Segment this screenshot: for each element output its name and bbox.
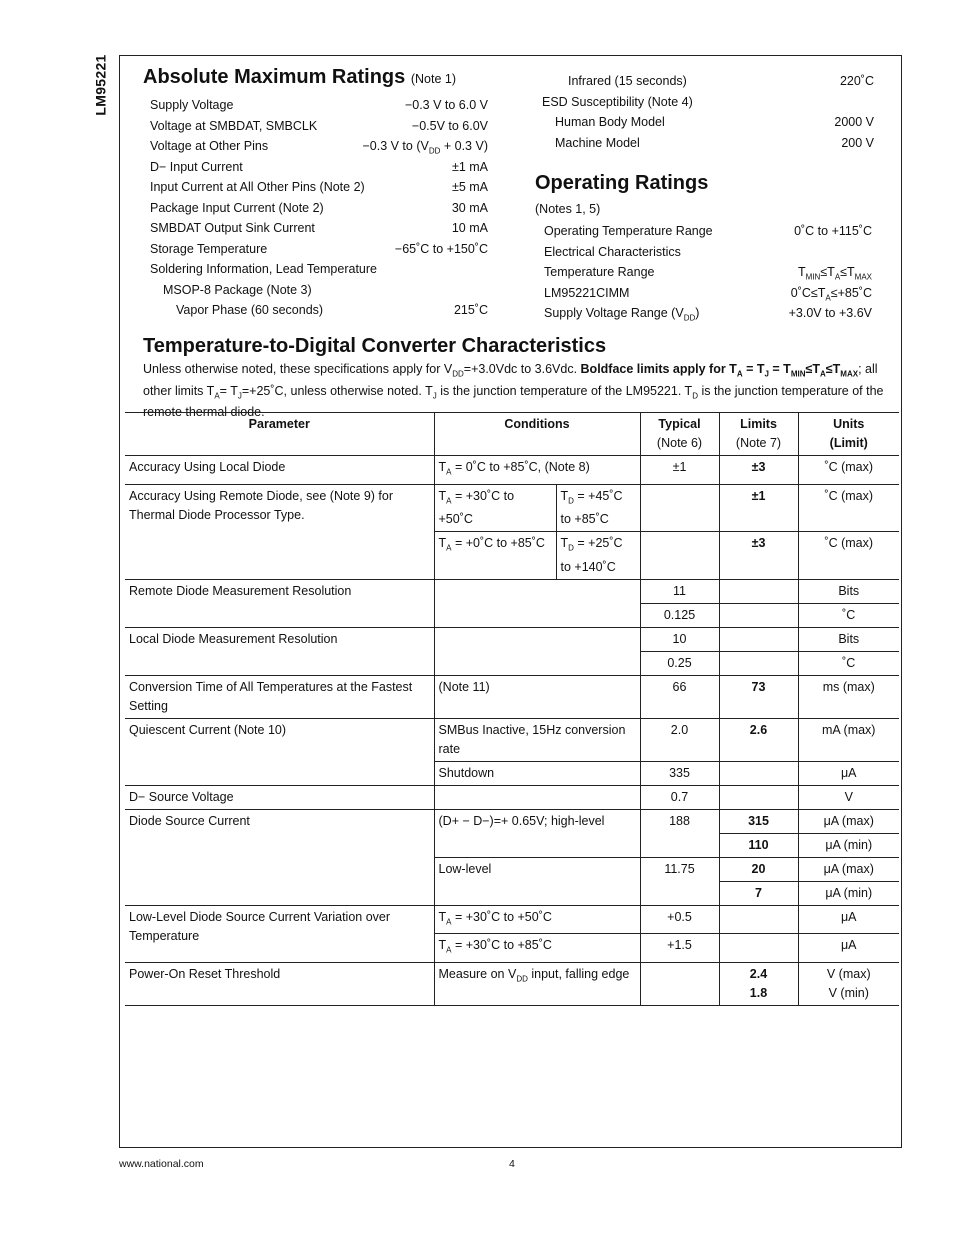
rating-label: Supply Voltage [150, 98, 234, 112]
abs-rating-row [143, 239, 488, 260]
param-cell: Power-On Reset Threshold [125, 962, 434, 1005]
table-row [125, 675, 899, 718]
cond-cell: $T_D$ = +25˚C to +140˚C [556, 532, 640, 580]
limit-cell [719, 934, 798, 963]
typical-cell: 66 [640, 675, 719, 718]
typical-cell: 11 [640, 579, 719, 603]
cond-cell: SMBus Inactive, 15Hz conversion rate [434, 718, 640, 761]
limit-cell: ±3 [719, 532, 798, 580]
abs-rating-row [143, 116, 488, 137]
header-conditions: Conditions [434, 413, 640, 456]
units-cell: μA (max) [798, 857, 899, 881]
table-row [125, 579, 899, 603]
units-cell: ˚C (max) [798, 484, 899, 532]
units-cell: μA (min) [798, 881, 899, 905]
rating-label: D− Input Current [150, 159, 243, 174]
units-cell: μA [798, 934, 899, 963]
typical-cell: +0.5 [640, 905, 719, 934]
table-row [125, 785, 899, 809]
rating-label: MSOP-8 Package (Note 3) [163, 282, 312, 297]
op-title: Operating Ratings [535, 172, 709, 194]
typical-cell: 335 [640, 761, 719, 785]
header-units: Units (Limit) [798, 413, 899, 456]
rating-label: Vapor Phase (60 seconds) [176, 303, 324, 317]
rating-value: −0.5V to 6.0V [411, 118, 488, 133]
table-row [125, 905, 899, 934]
abs-rating-row [143, 198, 488, 219]
cond-cell: $T_A$ = 0˚C to +85˚C, (Note 8) [434, 456, 640, 485]
abs-rating-row [535, 112, 880, 133]
table-row [125, 809, 899, 833]
rating-value [872, 242, 880, 263]
rating-value: $0˚C\le T_A\le+85˚C$ [790, 285, 872, 302]
cond-cell: (D+ − D−)=+ 0.65V; high-level [434, 809, 640, 857]
param-cell: D− Source Voltage [125, 785, 434, 809]
rating-label: Electrical Characteristics [544, 244, 681, 259]
cond-cell [434, 785, 640, 809]
abs-rating-row [535, 71, 880, 92]
cond-cell [434, 579, 640, 627]
cond-cell: Low-level [434, 857, 640, 905]
rating-label: Temperature Range [544, 265, 655, 279]
limit-cell [719, 651, 798, 675]
units-cell: μA (min) [798, 833, 899, 857]
rating-value: 2000 V [834, 115, 874, 129]
typical-cell: 0.125 [640, 603, 719, 627]
limit-cell: ±3 [719, 456, 798, 485]
cond-cell: Shutdown [434, 761, 640, 785]
header-limits: Limits (Note 7) [719, 413, 798, 456]
rating-value [874, 92, 880, 113]
op-rating-row [535, 283, 880, 304]
limit-cell: 2.6 [719, 718, 798, 761]
typical-cell [640, 532, 719, 580]
limit-cell: 73 [719, 675, 798, 718]
part-number-side-label: LM95221 [92, 54, 109, 116]
typical-cell: 11.75 [640, 857, 719, 905]
rating-value: 30 mA [451, 200, 488, 215]
rating-value: −0.3 V to ($V_{DD} + 0.3$ V) [362, 139, 488, 156]
rating-value: 10 mA [451, 221, 488, 235]
rating-label: ESD Susceptibility (Note 4) [542, 94, 693, 109]
param-cell: Low-Level Diode Source Current Variation over Temperature [125, 905, 434, 962]
abs-rating-row [143, 218, 488, 239]
units-cell: mA (max) [798, 718, 899, 761]
param-cell: Accuracy Using Local Diode [125, 456, 434, 485]
units-cell: ms (max) [798, 675, 899, 718]
cond-cell [434, 627, 640, 675]
op-rows [535, 221, 880, 324]
rating-label: SMBDAT Output Sink Current [150, 221, 315, 235]
tdc-title: Temperature-to-Digital Converter Characteristics [143, 335, 607, 357]
limit-cell: 20 [719, 857, 798, 881]
limit-cell: ±1 [719, 484, 798, 532]
rating-label: Infrared (15 seconds) [568, 74, 687, 88]
op-rating-row [535, 242, 880, 263]
param-cell: Accuracy Using Remote Diode, see (Note 9) for Thermal Diode Processor Type. [125, 484, 434, 579]
rating-value: 0˚C to +115˚C [794, 224, 872, 238]
table-row [125, 718, 899, 761]
table-header-row [125, 413, 899, 456]
abs-rating-row [535, 92, 880, 113]
limit-cell: 2.4 1.8 [719, 962, 798, 1005]
operating-ratings [535, 172, 880, 324]
abs-rating-row [143, 177, 488, 198]
limit-cell [719, 785, 798, 809]
rating-value: +3.0V to +3.6V [788, 306, 872, 320]
abs-rating-row [143, 157, 488, 178]
typical-cell: +1.5 [640, 934, 719, 963]
limit-cell [719, 627, 798, 651]
cond-cell: $T_A$ = +30˚C to +50˚C [434, 905, 640, 934]
cond-cell: $T_D$ = +45˚C to +85˚C [556, 484, 640, 532]
units-cell: ˚C (max) [798, 456, 899, 485]
units-cell: μA (max) [798, 809, 899, 833]
op-rating-row [535, 262, 880, 283]
abs-rating-row [143, 300, 488, 321]
table-row [125, 456, 899, 485]
rating-label: Operating Temperature Range [544, 224, 713, 238]
limit-cell: 7 [719, 881, 798, 905]
limit-cell: 315 [719, 809, 798, 833]
abs-rating-row [535, 133, 880, 154]
characteristics-table [125, 412, 899, 1006]
rating-label: Package Input Current (Note 2) [150, 200, 324, 215]
table-row [125, 484, 899, 532]
abs-rating-row [143, 136, 488, 157]
typical-cell: 0.7 [640, 785, 719, 809]
units-cell: ˚C [798, 603, 899, 627]
footer-url[interactable]: www.national.com [119, 1158, 204, 1170]
rating-label: Voltage at SMBDAT, SMBCLK [150, 118, 318, 133]
abs-rating-row [143, 95, 488, 116]
abs-continued [535, 71, 880, 153]
units-cell: Bits [798, 579, 899, 603]
rating-value: $T_{MIN}\le T_A\le T_{MAX}$ [798, 265, 872, 282]
cond-cell: $T_A$ = +30˚C to +50˚C [434, 484, 556, 532]
rating-label: Soldering Information, Lead Temperature [150, 262, 377, 276]
table-row [125, 627, 899, 651]
typical-cell [640, 484, 719, 532]
cond-cell: (Note 11) [434, 675, 640, 718]
abs-rating-row [143, 259, 488, 280]
rating-value: 220˚C [839, 74, 874, 88]
rating-label: Input Current at All Other Pins (Note 2) [150, 180, 365, 194]
limit-cell [719, 761, 798, 785]
typical-cell: 10 [640, 627, 719, 651]
header-typical: Typical (Note 6) [640, 413, 719, 456]
units-cell: μA [798, 761, 899, 785]
cond-cell: Measure on $V_{DD}$ input, falling edge [434, 962, 640, 1005]
abs-rating-row [143, 280, 488, 301]
units-cell: μA [798, 905, 899, 934]
tdc-intro: Unless otherwise noted, these specifications apply for $V_{DD}=+3.0Vdc$ to 3.6Vdc. Boldface limits apply for $T_A = T_J = T_{MIN}\le T_A\le T_{MAX}$; all other limits $T_A=$ $T_J=+25˚C$, unless otherwise noted. $T_J$ is the junction temperature of the LM95221. $T_D$ is the junction temperature of the remote thermal diode. [143, 362, 884, 419]
units-cell: ˚C (max) [798, 532, 899, 580]
op-rating-row [535, 221, 880, 242]
typical-cell: 188 [640, 809, 719, 857]
typical-cell: ±1 [640, 456, 719, 485]
page-number: 4 [509, 1158, 515, 1170]
limit-cell [719, 579, 798, 603]
units-cell: Bits [798, 627, 899, 651]
rating-value: 215˚C [453, 303, 488, 317]
typical-cell [640, 962, 719, 1005]
op-notes: (Notes 1, 5) [535, 202, 601, 216]
rating-value: ±1 mA [451, 159, 488, 174]
op-rating-row [535, 303, 880, 324]
units-cell: V [798, 785, 899, 809]
param-cell: Local Diode Measurement Resolution [125, 627, 434, 675]
param-cell: Remote Diode Measurement Resolution [125, 579, 434, 627]
rating-label: Supply Voltage Range $(V_{DD})$ [544, 306, 700, 323]
rating-label: Storage Temperature [150, 241, 268, 256]
tdc-section [143, 335, 898, 420]
table-row [125, 962, 899, 1005]
cond-cell: $T_A$ = +30˚C to +85˚C [434, 934, 640, 963]
typical-cell: 2.0 [640, 718, 719, 761]
rating-value: 200 V [841, 135, 874, 150]
rating-label: Machine Model [555, 135, 640, 150]
limit-cell [719, 905, 798, 934]
rating-value: ±5 mA [451, 180, 488, 194]
limit-cell [719, 603, 798, 627]
rating-value: −65˚C to +150˚C [394, 241, 488, 256]
units-cell: ˚C [798, 651, 899, 675]
rating-label: Human Body Model [555, 115, 665, 129]
cond-cell: $T_A$ = +0˚C to +85˚C [434, 532, 556, 580]
units-cell: V (max) V (min) [798, 962, 899, 1005]
abs-rows [143, 95, 488, 321]
param-cell: Quiescent Current (Note 10) [125, 718, 434, 785]
header-parameter: Parameter [125, 413, 434, 456]
rating-label: Voltage at Other Pins [150, 139, 269, 153]
rating-value: −0.3 V to 6.0 V [404, 98, 488, 112]
limit-cell: 110 [719, 833, 798, 857]
rating-label: LM95221CIMM [544, 285, 630, 300]
param-cell: Diode Source Current [125, 809, 434, 905]
typical-cell: 0.25 [640, 651, 719, 675]
param-cell: Conversion Time of All Temperatures at the Fastest Setting [125, 675, 434, 718]
abs-title: Absolute Maximum Ratings (Note 1) [143, 66, 456, 88]
absolute-maximum-ratings [143, 66, 488, 321]
